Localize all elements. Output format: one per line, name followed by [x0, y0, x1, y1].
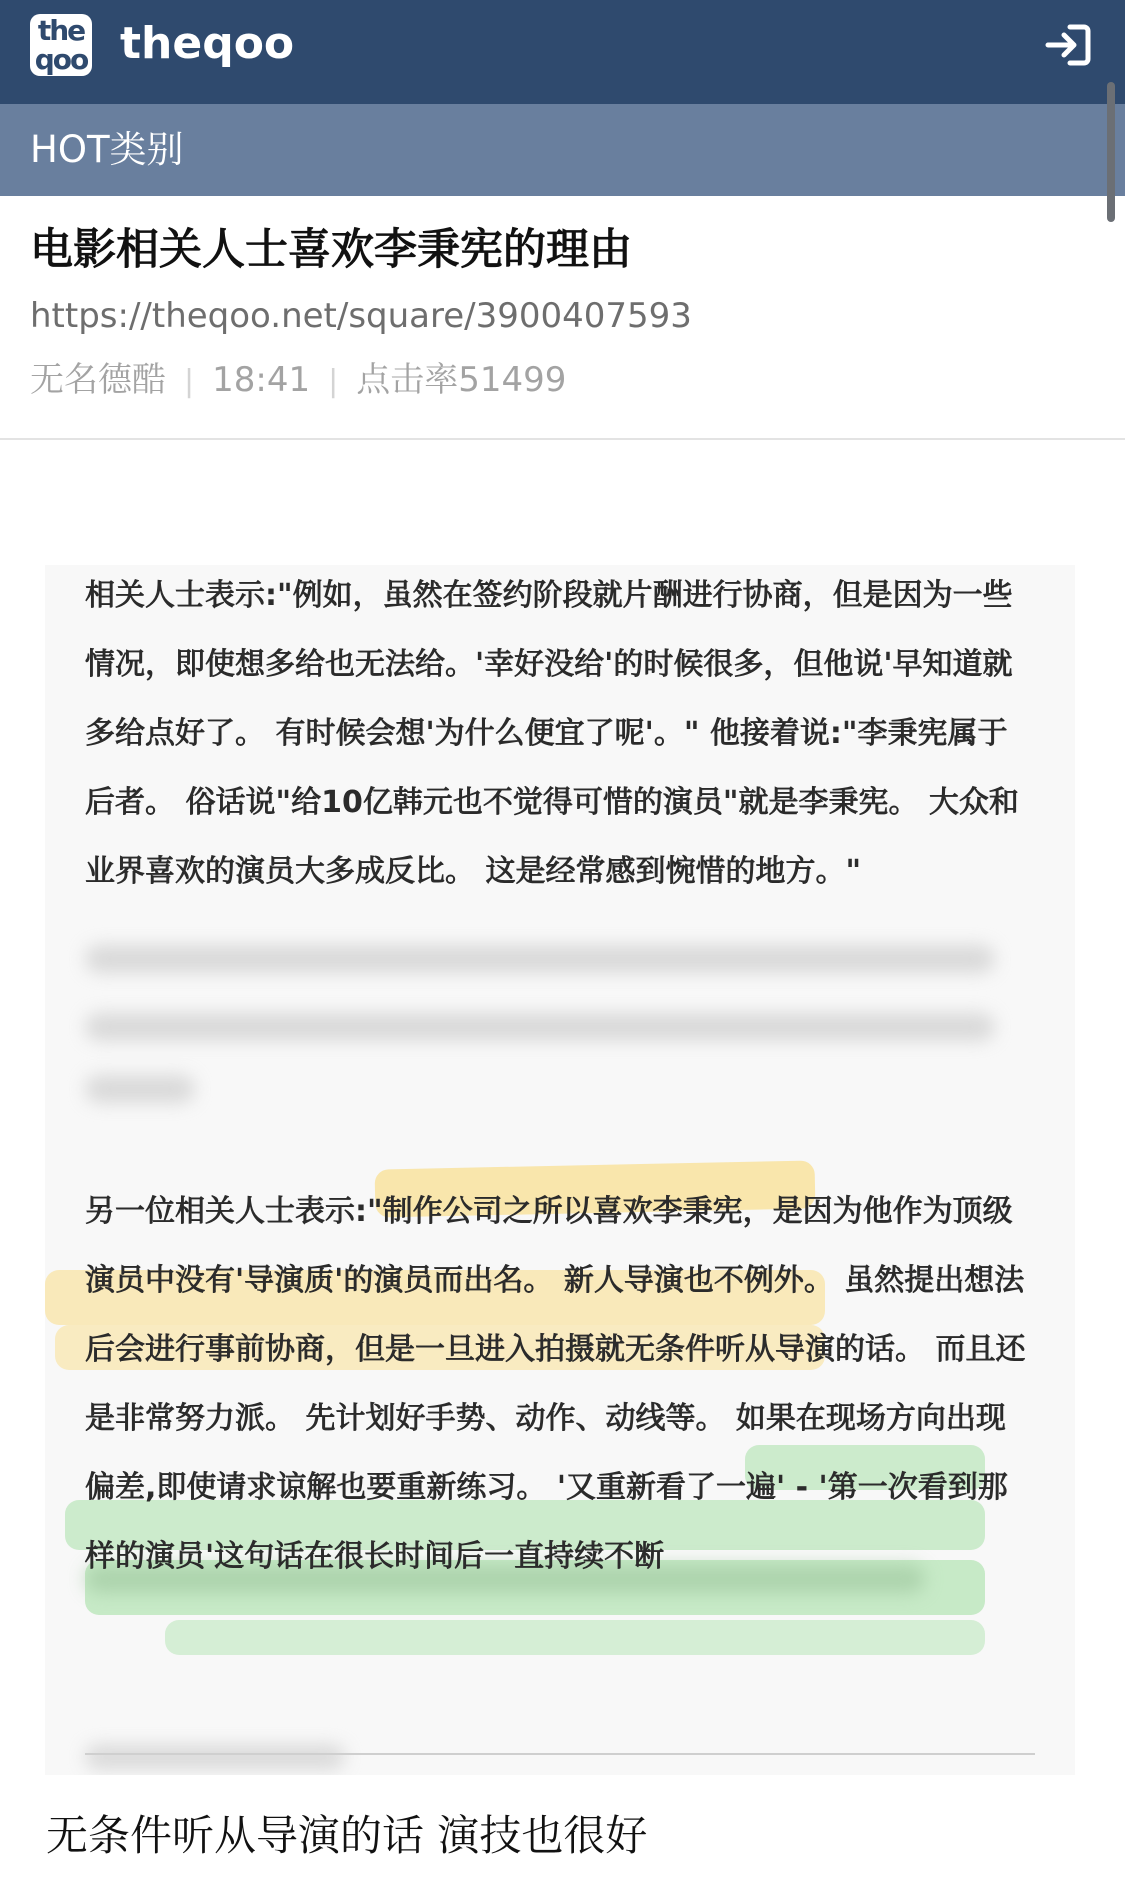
blurred-text — [85, 945, 995, 973]
post-views: 点击率51499 — [356, 360, 567, 400]
green-highlight — [165, 1620, 985, 1655]
post-meta — [30, 358, 566, 402]
scrollbar-thumb[interactable] — [1107, 82, 1115, 222]
logo-text-bottom: qoo — [34, 43, 88, 76]
site-name[interactable]: theqoo — [120, 18, 295, 69]
category-bar — [0, 104, 1125, 196]
article-paragraph-1: 相关人士表示:"例如，虽然在签约阶段就片酬进行协商，但是因为一些情况，即使想多给也无法给。'幸好没给'的时候很多，但他说'早知道就多给点好了。 有时候会想'为什么便宜了呢'。" 他接着说:"李秉宪属于后者。 俗话说"给10亿韩元也不觉得可惜的演员"就是李秉宪。 大众和业界喜欢的演员大多成反比。 这是经常感到惋惜的地方。" — [85, 578, 1019, 889]
login-arrow-icon[interactable] — [1040, 17, 1096, 73]
category-label[interactable]: HOT类别 — [30, 128, 184, 171]
post-title: 电影相关人士喜欢李秉宪的理由 — [30, 225, 632, 275]
meta-separator: | — [328, 364, 339, 399]
article-screenshot-image — [45, 565, 1075, 1775]
post-author[interactable]: 无名德酷 — [30, 360, 166, 400]
top-navigation-bar — [0, 0, 1125, 104]
blurred-text — [85, 1075, 195, 1103]
header-divider — [0, 438, 1125, 440]
logo-text-top: the — [37, 14, 85, 47]
post-caption: 无条件听从导演的话 演技也很好 — [46, 1811, 648, 1860]
image-bottom-rule — [85, 1753, 1035, 1755]
meta-separator: | — [184, 364, 195, 399]
blurred-text — [85, 1013, 995, 1041]
post-time: 18:41 — [212, 360, 311, 400]
theqoo-logo[interactable] — [30, 14, 92, 76]
blurred-text — [85, 1745, 345, 1769]
post-url[interactable]: https://theqoo.net/square/3900407593 — [30, 296, 692, 336]
article-paragraph-2: 另一位相关人士表示:"制作公司之所以喜欢李秉宪，是因为他作为顶级演员中没有'导演质'的演员而出名。 新人导演也不例外。 虽然提出想法后会进行事前协商，但是一旦进入拍摄就无条件听从导演的话。 而且还是非常努力派。 先计划好手势、动作、动线等。 如果在现场方向出现偏差,即使请求谅解也要重新练习。 '又重新看了一遍' - '第一次看到那样的演员'这句话在很长时间后一直持续不断 — [85, 1194, 1026, 1574]
